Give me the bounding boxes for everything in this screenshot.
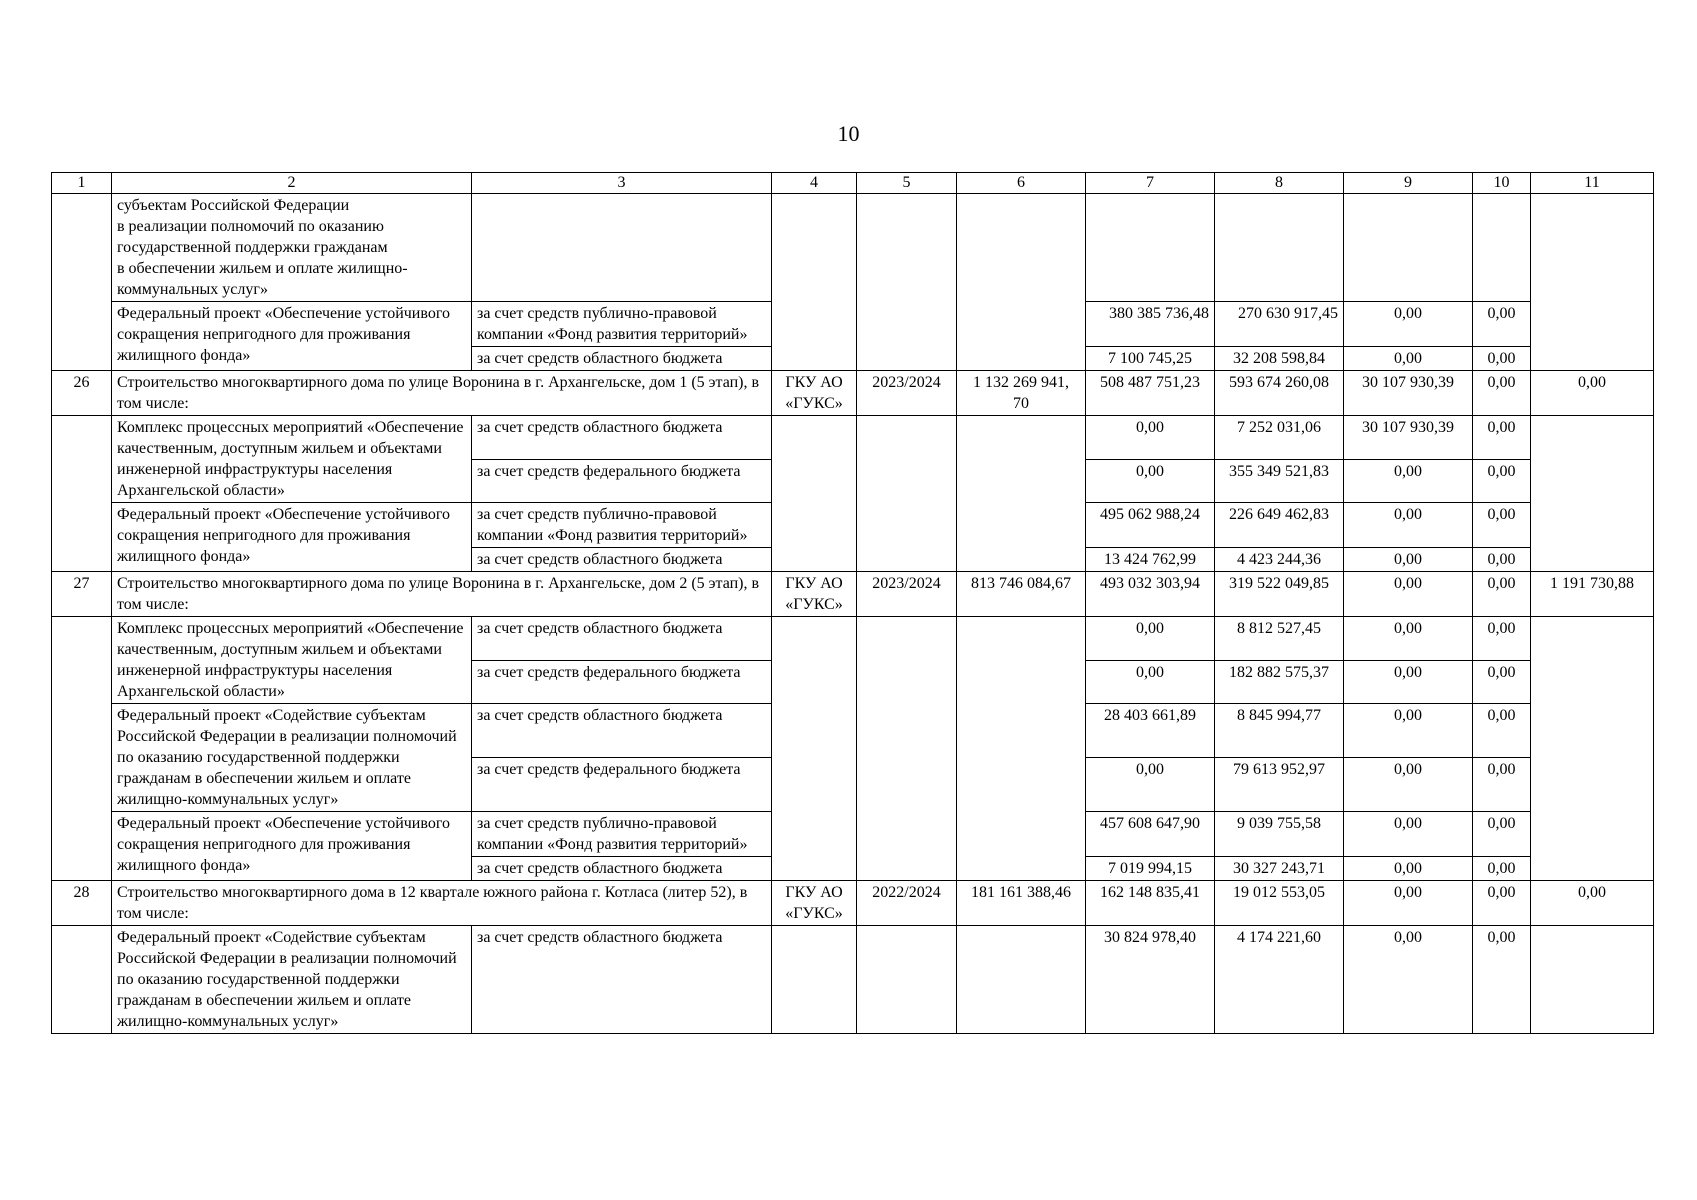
years-cell: 2023/2024 [857,371,957,416]
amount-cell: 457 608 647,90 [1086,812,1215,857]
amount-cell: 0,00 [1344,704,1473,758]
amount-cell: 355 349 521,83 [1215,459,1344,503]
amount-cell: 0,00 [1344,617,1473,661]
amount-cell [1531,416,1654,572]
amount-cell: 0,00 [1344,881,1473,926]
amount-cell: 9 039 755,58 [1215,812,1344,857]
row-number-cell: 27 [52,572,112,617]
column-header: 5 [857,173,957,194]
item-title: Строительство многоквартирного дома по улице Воронина в г. Архангельске, дом 2 (5 этап), в том числе: [112,572,772,617]
total-cost-cell: 813 746 084,67 [957,572,1086,617]
funding-source: за счет средств областного бюджета [472,548,772,572]
amount-cell: 0,00 [1344,926,1473,1034]
years-cell [857,617,957,881]
amount-cell: 0,00 [1344,302,1473,347]
amount-cell [1531,926,1654,1034]
amount-cell: 79 613 952,97 [1215,758,1344,812]
table-row [52,572,1654,617]
amount-cell: 32 208 598,84 [1215,347,1344,371]
amount-cell: 28 403 661,89 [1086,704,1215,758]
amount-cell: 319 522 049,85 [1215,572,1344,617]
amount-cell: 8 812 527,45 [1215,617,1344,661]
amount-cell: 0,00 [1473,347,1531,371]
funding-source: за счет средств областного бюджета [472,926,772,1034]
amount-cell: 0,00 [1473,758,1531,812]
amount-cell: 162 148 835,41 [1086,881,1215,926]
executor-cell [772,926,857,1034]
column-header: 8 [1215,173,1344,194]
amount-cell: 0,00 [1473,617,1531,661]
amount-cell: 0,00 [1473,459,1531,503]
funding-source: за счет средств публично-правовой компании «Фонд развития территорий» [472,503,772,548]
amount-cell: 0,00 [1344,572,1473,617]
amount-cell [1344,194,1473,302]
table-row [52,881,1654,926]
table-row [52,194,1654,302]
amount-cell [1086,194,1215,302]
row-number-cell [52,617,112,881]
funding-source: за счет средств федерального бюджета [472,758,772,812]
amount-cell: 0,00 [1086,660,1215,704]
funding-source: за счет средств областного бюджета [472,416,772,460]
amount-cell: 4 423 244,36 [1215,548,1344,572]
amount-cell: 0,00 [1473,548,1531,572]
total-cost-cell [957,416,1086,572]
table-row [52,926,1654,1034]
column-header: 2 [112,173,472,194]
amount-cell: 0,00 [1473,857,1531,881]
amount-cell: 1 191 730,88 [1531,572,1654,617]
amount-cell: 8 845 994,77 [1215,704,1344,758]
amount-cell: 380 385 736,48 [1086,302,1215,347]
column-header: 6 [957,173,1086,194]
amount-cell: 0,00 [1473,926,1531,1034]
amount-cell: 0,00 [1344,857,1473,881]
amount-cell: 593 674 260,08 [1215,371,1344,416]
amount-cell: 7 100 745,25 [1086,347,1215,371]
amount-cell: 0,00 [1473,572,1531,617]
amount-cell: 0,00 [1086,416,1215,460]
amount-cell: 30 107 930,39 [1344,371,1473,416]
row-number-cell: 26 [52,371,112,416]
amount-cell: 0,00 [1473,416,1531,460]
column-header: 3 [472,173,772,194]
executor-cell: ГКУ АО «ГУКС» [772,572,857,617]
amount-cell: 495 062 988,24 [1086,503,1215,548]
column-header: 4 [772,173,857,194]
amount-cell: 0,00 [1344,758,1473,812]
table-row [52,416,1654,460]
item-description: Комплекс процессных мероприятий «Обеспечение качественным, доступным жильем и объектами инженерной инфраструктуры населения Архангельской области» [112,416,472,503]
table-row [52,371,1654,416]
amount-cell: 0,00 [1344,503,1473,548]
amount-cell: 0,00 [1473,812,1531,857]
amount-cell: 4 174 221,60 [1215,926,1344,1034]
budget-table [51,172,1654,1034]
amount-cell: 226 649 462,83 [1215,503,1344,548]
item-description: Федеральный проект «Обеспечение устойчивого сокращения непригодного для проживания жилищного фонда» [112,503,472,572]
amount-cell [1531,194,1654,371]
amount-cell: 270 630 917,45 [1215,302,1344,347]
funding-source: за счет средств федерального бюджета [472,660,772,704]
item-title: Строительство многоквартирного дома в 12 квартале южного района г. Котласа (литер 52), в том числе: [112,881,772,926]
total-cost-cell: 1 132 269 941, 70 [957,371,1086,416]
amount-cell: 0,00 [1473,881,1531,926]
amount-cell: 0,00 [1344,548,1473,572]
row-number-cell [52,926,112,1034]
funding-source: за счет средств областного бюджета [472,347,772,371]
amount-cell: 7 252 031,06 [1215,416,1344,460]
funding-source: за счет средств областного бюджета [472,617,772,661]
amount-cell: 0,00 [1344,347,1473,371]
funding-source: за счет средств публично-правовой компании «Фонд развития территорий» [472,812,772,857]
column-header: 9 [1344,173,1473,194]
executor-cell [772,194,857,371]
amount-cell [1215,194,1344,302]
years-cell [857,926,957,1034]
amount-cell: 0,00 [1473,704,1531,758]
item-description: Федеральный проект «Обеспечение устойчивого сокращения непригодного для проживания жилищного фонда» [112,812,472,881]
item-description: Федеральный проект «Обеспечение устойчивого сокращения непригодного для проживания жилищного фонда» [112,302,472,371]
amount-cell: 0,00 [1086,617,1215,661]
header-row [52,173,1654,194]
executor-cell: ГКУ АО «ГУКС» [772,881,857,926]
row-number-cell: 28 [52,881,112,926]
funding-source [472,194,772,302]
amount-cell: 30 107 930,39 [1344,416,1473,460]
funding-source: за счет средств публично-правовой компании «Фонд развития территорий» [472,302,772,347]
amount-cell: 0,00 [1344,459,1473,503]
amount-cell: 0,00 [1086,758,1215,812]
amount-cell: 0,00 [1344,660,1473,704]
column-header: 11 [1531,173,1654,194]
table-row [52,617,1654,661]
amount-cell: 0,00 [1473,302,1531,347]
funding-source: за счет средств областного бюджета [472,704,772,758]
funding-source: за счет средств областного бюджета [472,857,772,881]
amount-cell: 0,00 [1531,371,1654,416]
executor-cell: ГКУ АО «ГУКС» [772,371,857,416]
amount-cell: 0,00 [1473,503,1531,548]
amount-cell: 7 019 994,15 [1086,857,1215,881]
item-description: Федеральный проект «Содействие субъектам Российской Федерации в реализации полномочий по оказанию государственной поддержки гражданам в обеспечении жильем и оплате жилищно-коммунальных услуг» [112,704,472,812]
amount-cell: 508 487 751,23 [1086,371,1215,416]
item-description: Комплекс процессных мероприятий «Обеспечение качественным, доступным жильем и объектами инженерной инфраструктуры населения Архангельской области» [112,617,472,704]
column-header: 1 [52,173,112,194]
amount-cell: 0,00 [1473,371,1531,416]
years-cell [857,416,957,572]
amount-cell: 0,00 [1086,459,1215,503]
row-number-cell [52,194,112,371]
total-cost-cell: 181 161 388,46 [957,881,1086,926]
item-description: субъектам Российской Федерации в реализации полномочий по оказанию государственной поддержки гражданам в обеспечении жильем и оплате жилищно- коммунальных услуг» [112,194,472,302]
total-cost-cell [957,194,1086,371]
page-number: 10 [837,121,860,146]
funding-source: за счет средств федерального бюджета [472,459,772,503]
amount-cell: 30 327 243,71 [1215,857,1344,881]
amount-cell: 493 032 303,94 [1086,572,1215,617]
total-cost-cell [957,617,1086,881]
amount-cell: 19 012 553,05 [1215,881,1344,926]
amount-cell: 182 882 575,37 [1215,660,1344,704]
executor-cell [772,416,857,572]
amount-cell: 13 424 762,99 [1086,548,1215,572]
amount-cell: 0,00 [1344,812,1473,857]
years-cell [857,194,957,371]
item-description: Федеральный проект «Содействие субъектам Российской Федерации в реализации полномочий по оказанию государственной поддержки гражданам в обеспечении жильем и оплате жилищно-коммунальных услуг» [112,926,472,1034]
total-cost-cell [957,926,1086,1034]
amount-cell [1531,617,1654,881]
years-cell: 2023/2024 [857,572,957,617]
column-header: 10 [1473,173,1531,194]
amount-cell: 30 824 978,40 [1086,926,1215,1034]
row-number-cell [52,416,112,572]
executor-cell [772,617,857,881]
amount-cell: 0,00 [1531,881,1654,926]
amount-cell: 0,00 [1473,660,1531,704]
years-cell: 2022/2024 [857,881,957,926]
column-header: 7 [1086,173,1215,194]
amount-cell [1473,194,1531,302]
item-title: Строительство многоквартирного дома по улице Воронина в г. Архангельске, дом 1 (5 этап), в том числе: [112,371,772,416]
